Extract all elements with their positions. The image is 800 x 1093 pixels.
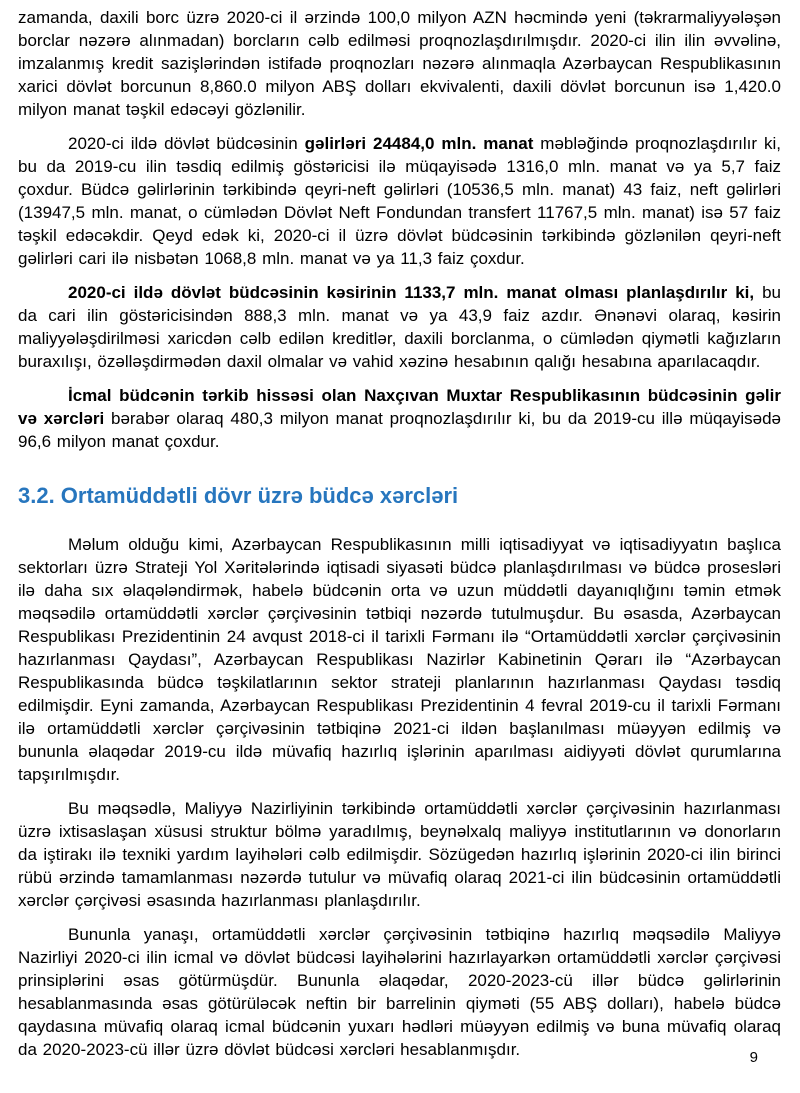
text-run: bərabər olaraq 480,3 milyon manat proqnozlaşdırılır ki, bu da 2019-cu illə müqayisədə 96,6 milyon manat çoxdur.	[18, 409, 781, 451]
bold-text-run: İcmal büdcənin tərkib hissəsi olan Naxçıvan Muxtar Respublikasının büdcəsinin gəlir və xərcləri	[18, 386, 781, 428]
section-heading: 3.2. Ortamüddətli dövr üzrə büdcə xərcləri	[18, 483, 459, 508]
paragraph-mtef-principles	[18, 923, 781, 1061]
paragraph-budget-revenues	[18, 132, 781, 270]
paragraph-nakhchivan-budget	[18, 384, 781, 453]
text-run: Məlum olduğu kimi, Azərbaycan Respublikasının milli iqtisadiyyat və iqtisadiyyatın başlıca sektorları üzrə Strateji Yol Xəritələrində iqtisadi siyasəti büdcə planlaşdırılması və büdcə prosesləri ilə daha sıx əlaqələndirmək, habelə büdcənin orta və uzun müddətli dayanıqlığını təmin etmək məqsədilə ortamüddətli xərclər çərçivəsinin tətbiqi nəzərdə tutulmuşdur. Bu əsasda, Azərbaycan Respublikası Prezidentinin 24 avqust 2018-ci il tarixli Fərmanı ilə “Ortamüddətli xərclər çərçivəsinin hazırlanması Qaydası”, Azərbaycan Respublikası Nazirlər Kabinetinin Qərarı ilə “Azərbaycan Respublikasında büdcə təşkilatlarının sektor strateji planlarının hazırlanması Qaydası təsdiq edilmişdir. Eyni zamanda, Azərbaycan Respublikası Prezidentinin 4 fevral 2019-cu il tarixli Fərmanı ilə ortamüddətli xərclər çərçivəsinin tətbiqinə 2021-ci ildən başlanılması müəyyən edilmiş və bununla əlaqədar 2019-cu ildə müvafiq hazırlıq işlərinin aparılması aidiyyəti dövlət qurumlarına tapşırılmışdır.	[18, 535, 781, 784]
text-run: zamanda, daxili borc üzrə 2020-ci il ərzində 100,0 milyon AZN həcmində yeni (təkrarmaliyyələşən borclar nəzərə alınmadan) borcların cəlb edilməsi proqnozlaşdırılmışdır. 2020-ci ilin ilin əvvəlinə, imzalanmış kredit sazişlərindən istifadə proqnozları nəzərə alınmaqla Azərbaycan Respublikasının xarici dövlət borcunun 8,860.0 milyon ABŞ dolları ekvivalenti, daxili dövlət borcunun isə 1,420.0 milyon manat təşkil edəcəyi gözlənilir.	[18, 8, 781, 119]
text-run: bu da cari ilin göstəricisindən 888,3 mln. manat və ya 43,9 faiz azdır. Ənənəvi olaraq, kəsirin maliyyələşdirilməsi xaricdən cəlb edilən kreditlər, daxili borclanma, o cümlədən qiymətli kağızların buraxılışı, özəlləşdirmədən daxil olmalar və vahid xəzinə hesabının qalığı hesabına aparılacaqdır.	[18, 283, 781, 371]
paragraph-mtef-unit	[18, 797, 781, 912]
paragraph-debt-continuation	[18, 6, 781, 121]
page-number: 9	[749, 1049, 758, 1066]
bold-text-run: gəlirləri 24484,0 mln. manat	[304, 134, 534, 153]
paragraph-mtef-intro	[18, 533, 781, 786]
text-run: 2020-ci ildə dövlət büdcəsinin	[68, 134, 305, 153]
text-run: məbləğində proqnozlaşdırılır ki, bu da 2019-cu ilin təsdiq edilmiş göstəricisi ilə müqayisədə 1316,0 mln. manat və ya 5,7 faiz çoxdur. Büdcə gəlirlərinin tərkibində qeyri-neft gəlirləri (10536,5 mln. manat) 43 faiz, neft gəlirləri (13947,5 mln. manat, o cümlədən Dövlət Neft Fondundan transfert 11767,5 mln. manat) isə 57 faiz təşkil edəcəkdir. Qeyd edək ki, 2020-ci il üzrə dövlət büdcəsinin tərkibində gözlənilən qeyri-neft gəlirləri cari ilə nisbətən 1068,8 mln. manat və ya 11,3 faiz çoxdur.	[18, 134, 781, 268]
paragraph-budget-deficit	[18, 281, 781, 373]
text-run: Bununla yanaşı, ortamüddətli xərclər çərçivəsinin tətbiqinə hazırlıq məqsədilə Maliyyə Nazirliyi 2020-ci ilin icmal və dövlət büdcəsi layihələrini hazırlayarkən ortamüddətli xərclər çərçivəsi prinsiplərini əsas götürmüşdür. Bununla əlaqədar, 2020-2023-cü illər büdcə gəlirlərinin hesablanmasında əsas götürüləcək neftin bir barrelinin qiyməti (55 ABŞ dolları), habelə büdcə qaydasına müvafiq olaraq icmal büdcənin yuxarı hədləri müəyyən edilmiş və buna müvafiq olaraq da 2020-2023-cü illər üzrə dövlət büdcəsi xərcləri hesablanmışdır.	[18, 925, 781, 1059]
text-run: Bu məqsədlə, Maliyyə Nazirliyinin tərkibində ortamüddətli xərclər çərçivəsinin hazırlanması üzrə ixtisaslaşan xüsusi struktur bölmə yaradılmış, beynəlxalq maliyyə institutlarının və donorların da iştirakı ilə texniki yardım layihələri cəlb edilmişdir. Sözügedən hazırlıq işlərinin 2020-ci ilin birinci rübü ərzində tamamlanması nəzərdə tutulur və müvafiq olaraq 2021-ci ilin büdcəsinin ortamüddətli xərclər çərçivəsi əsasında hazırlanması planlaşdırılır.	[18, 799, 781, 910]
bold-text-run: 2020-ci ildə dövlət büdcəsinin kəsirinin 1133,7 mln. manat olması planlaşdırılır ki,	[68, 283, 755, 302]
